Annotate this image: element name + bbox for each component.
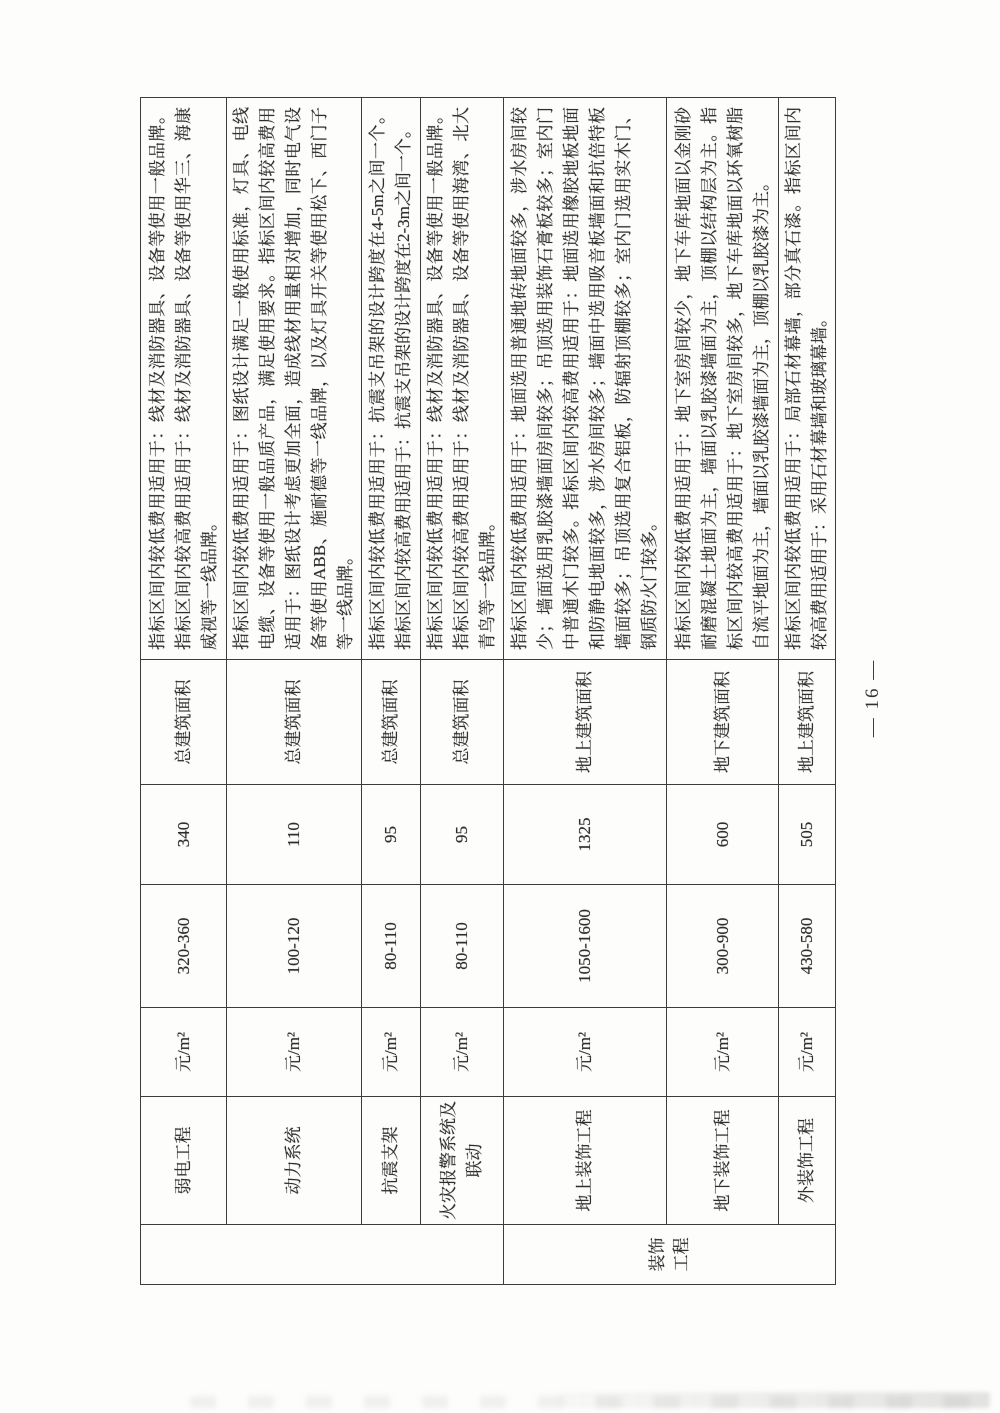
unit-cell: 元/m² (504, 1008, 667, 1097)
unit-cell: 元/m² (362, 1008, 421, 1097)
area-basis-cell: 总建筑面积 (421, 660, 504, 785)
unit-cell: 元/m² (667, 1008, 779, 1097)
mid-value-cell: 1325 (504, 785, 667, 885)
project-name-cell: 弱电工程 (141, 1097, 227, 1225)
range-cell: 300-900 (667, 885, 779, 1008)
description-cell: 指标区间内较低费用适用于：图纸设计满足一般使用标准，灯具、电线电缆、设备等使用一般品质产品，满足使用要求。指标区间内较高费用适用于：图纸设计考虑更加全面，造成线材用量相对增加，同时电气设备等使用ABB、施耐德等一线品牌，以及灯具开关等使用松下、西门子等一线品牌。 (227, 98, 362, 660)
table-row (504, 98, 667, 1285)
unit-cell: 元/m² (141, 1008, 227, 1097)
mid-value-cell: 95 (362, 785, 421, 885)
project-name-cell: 动力系统 (227, 1097, 362, 1225)
mid-value-cell: 95 (421, 785, 504, 885)
scan-artifact (560, 1392, 990, 1408)
table-row (779, 98, 836, 1285)
table-row (227, 98, 362, 1285)
description-cell: 指标区间内较低费用适用于：抗震支吊架的设计跨度在4-5m之间一个。指标区间内较高费用适用于：抗震支吊架的设计跨度在2-3m之间一个。 (362, 98, 421, 660)
page-number: — 16 — (862, 658, 883, 738)
area-basis-cell: 总建筑面积 (227, 660, 362, 785)
unit-cell: 元/m² (779, 1008, 836, 1097)
group-cell-blank (141, 1225, 504, 1285)
table-row (421, 98, 504, 1285)
mid-value-cell: 110 (227, 785, 362, 885)
area-basis-cell: 地下建筑面积 (667, 660, 779, 785)
description-cell: 指标区间内较低费用适用于：地面选用普通地砖地面较多，涉水房间较少；墙面选用乳胶漆墙面房间较多；吊顶选用装饰石膏板较多；室内门中普通木门较多。指标区间内较高费用适用于：地面选用橡胶地板地面和防静电地面较多，涉水房间较多；墙面中选用吸音板墙面和抗倍特板墙面较多；吊顶选用复合铝板，防辐射顶棚较多；室内门选用实木门、钢质防火门较多。 (504, 98, 667, 660)
description-cell: 指标区间内较低费用适用于：线材及消防器具、设备等使用一般品牌。指标区间内较高费用适用于：线材及消防器具、设备等使用华三、海康威视等一线品牌。 (141, 98, 227, 660)
table-row (667, 98, 779, 1285)
range-cell: 1050-1600 (504, 885, 667, 1008)
range-cell: 80-110 (362, 885, 421, 1008)
mid-value-cell: 600 (667, 785, 779, 885)
group-cell-decoration: 装饰工程 (504, 1225, 836, 1285)
description-cell: 指标区间内较低费用适用于：局部石材幕墙，部分真石漆。指标区间内较高费用适用于：采用石材幕墙和玻璃幕墙。 (779, 98, 836, 660)
mid-value-cell: 505 (779, 785, 836, 885)
project-name-cell: 地上装饰工程 (504, 1097, 667, 1225)
area-basis-cell: 地上建筑面积 (779, 660, 836, 785)
range-cell: 320-360 (141, 885, 227, 1008)
project-name-cell: 外装饰工程 (779, 1097, 836, 1225)
project-name-cell: 抗震支架 (362, 1097, 421, 1225)
range-cell: 100-120 (227, 885, 362, 1008)
unit-cell: 元/m² (421, 1008, 504, 1097)
table-row (141, 98, 227, 1285)
range-cell: 80-110 (421, 885, 504, 1008)
range-cell: 430-580 (779, 885, 836, 1008)
area-basis-cell: 总建筑面积 (362, 660, 421, 785)
description-cell: 指标区间内较低费用适用于：线材及消防器具、设备等使用一般品牌。指标区间内较高费用适用于：线材及消防器具、设备等使用海湾、北大青鸟等一线品牌。 (421, 98, 504, 660)
project-name-cell: 地下装饰工程 (667, 1097, 779, 1225)
description-cell: 指标区间内较低费用适用于：地下室房间较少，地下车库地面以金刚砂耐磨混凝土地面为主，墙面以乳胶漆墙面为主，顶棚以结构层为主。指标区间内较高费用适用于：地下室房间较多，地下车库地面以环氧树脂自流平地面为主，墙面以乳胶漆墙面为主，顶棚以乳胶漆为主。 (667, 98, 779, 660)
area-basis-cell: 总建筑面积 (141, 660, 227, 785)
mid-value-cell: 340 (141, 785, 227, 885)
unit-cell: 元/m² (227, 1008, 362, 1097)
area-basis-cell: 地上建筑面积 (504, 660, 667, 785)
project-name-cell: 火灾报警系统及联动 (421, 1097, 504, 1225)
table-row (362, 98, 421, 1285)
cost-indicator-table (140, 97, 836, 1285)
